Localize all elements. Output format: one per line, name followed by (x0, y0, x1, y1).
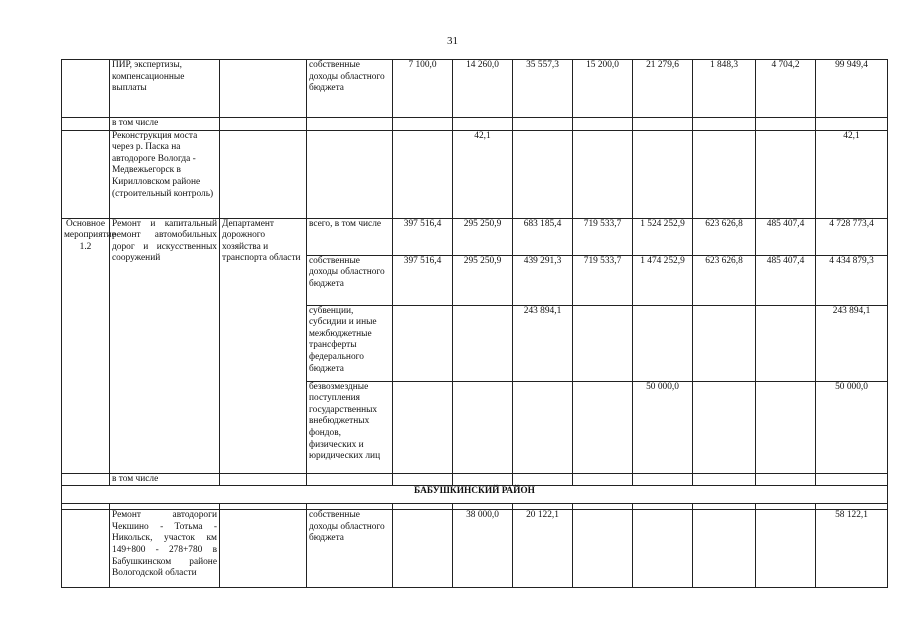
page-number: 31 (447, 35, 458, 47)
value-cell: 7 100,0 (393, 60, 453, 118)
value-cell: 38 000,0 (453, 510, 513, 588)
value-cell: 485 407,4 (756, 218, 816, 255)
table-row (62, 118, 888, 131)
value-cell (756, 381, 816, 473)
value-cell: 4 728 773,4 (816, 218, 888, 255)
value-cell (393, 130, 453, 218)
value-cell: 623 626,8 (693, 218, 756, 255)
value-cell: 623 626,8 (693, 255, 756, 305)
value-cell: 50 000,0 (633, 381, 693, 473)
value-cell: 58 122,1 (816, 510, 888, 588)
value-cell (513, 381, 573, 473)
table-row (62, 486, 888, 504)
table-row (62, 510, 888, 588)
funding-source: собственные доходы областного бюджета (307, 60, 393, 118)
executor: Департамент дорожного хозяйства и транспорта области (220, 218, 307, 473)
value-cell: 295 250,9 (453, 218, 513, 255)
value-cell (453, 381, 513, 473)
table-row (62, 473, 888, 486)
item-name: в том числе (110, 118, 220, 131)
value-cell (693, 510, 756, 588)
value-cell (573, 510, 633, 588)
value-cell: 295 250,9 (453, 255, 513, 305)
budget-table (61, 59, 888, 588)
measure-code: Основное мероприятие 1.2 (62, 218, 110, 473)
item-name: ПИР, экспертизы, компенсационные выплаты (110, 60, 220, 118)
value-cell: 15 200,0 (573, 60, 633, 118)
value-cell: 4 434 879,3 (816, 255, 888, 305)
value-cell: 20 122,1 (513, 510, 573, 588)
value-cell (633, 305, 693, 381)
funding-source: всего, в том числе (307, 218, 393, 255)
value-cell (756, 305, 816, 381)
funding-source: собственные доходы областного бюджета (307, 255, 393, 305)
value-cell: 21 279,6 (633, 60, 693, 118)
table-row (62, 218, 888, 255)
item-name: Ремонт автодороги Чекшино - Тотьма - Никольск, участок км 149+800 - 278+780 в Бабушкинском районе Вологодской области (110, 510, 220, 588)
value-cell: 99 949,4 (816, 60, 888, 118)
value-cell: 14 260,0 (453, 60, 513, 118)
item-name: Реконструкция моста через р. Паска на автодороге Вологда - Медвежьегорск в Кирилловском районе (строительный контроль) (110, 130, 220, 218)
value-cell: 397 516,4 (393, 218, 453, 255)
value-cell (393, 381, 453, 473)
value-cell (393, 510, 453, 588)
value-cell (453, 305, 513, 381)
value-cell (513, 130, 573, 218)
value-cell (573, 130, 633, 218)
value-cell (756, 510, 816, 588)
value-cell: 683 185,4 (513, 218, 573, 255)
funding-source: безвозмездные поступления государственных внебюджетных фондов, физических и юридических лиц (307, 381, 393, 473)
value-cell: 1 474 252,9 (633, 255, 693, 305)
value-cell: 35 557,3 (513, 60, 573, 118)
value-cell: 50 000,0 (816, 381, 888, 473)
value-cell (756, 130, 816, 218)
value-cell: 1 524 252,9 (633, 218, 693, 255)
value-cell (693, 381, 756, 473)
value-cell (633, 510, 693, 588)
value-cell (573, 305, 633, 381)
item-name: Ремонт и капитальный ремонт автомобильных дорог и искусственных сооружений (110, 218, 220, 473)
value-cell: 243 894,1 (816, 305, 888, 381)
value-cell (693, 130, 756, 218)
value-cell: 42,1 (453, 130, 513, 218)
value-cell: 485 407,4 (756, 255, 816, 305)
value-cell: 719 533,7 (573, 218, 633, 255)
funding-source: субвенции, субсидии и иные межбюджетные трансферты федерального бюджета (307, 305, 393, 381)
table-row (62, 60, 888, 118)
value-cell: 42,1 (816, 130, 888, 218)
value-cell (573, 381, 633, 473)
value-cell: 243 894,1 (513, 305, 573, 381)
value-cell: 439 291,3 (513, 255, 573, 305)
table-row (62, 130, 888, 218)
value-cell: 719 533,7 (573, 255, 633, 305)
item-name: в том числе (110, 473, 220, 486)
value-cell: 397 516,4 (393, 255, 453, 305)
value-cell (393, 305, 453, 381)
value-cell: 1 848,3 (693, 60, 756, 118)
value-cell (633, 130, 693, 218)
section-title: БАБУШКИНСКИЙ РАЙОН (62, 486, 888, 504)
funding-source: собственные доходы областного бюджета (307, 510, 393, 588)
value-cell: 4 704,2 (756, 60, 816, 118)
value-cell (693, 305, 756, 381)
